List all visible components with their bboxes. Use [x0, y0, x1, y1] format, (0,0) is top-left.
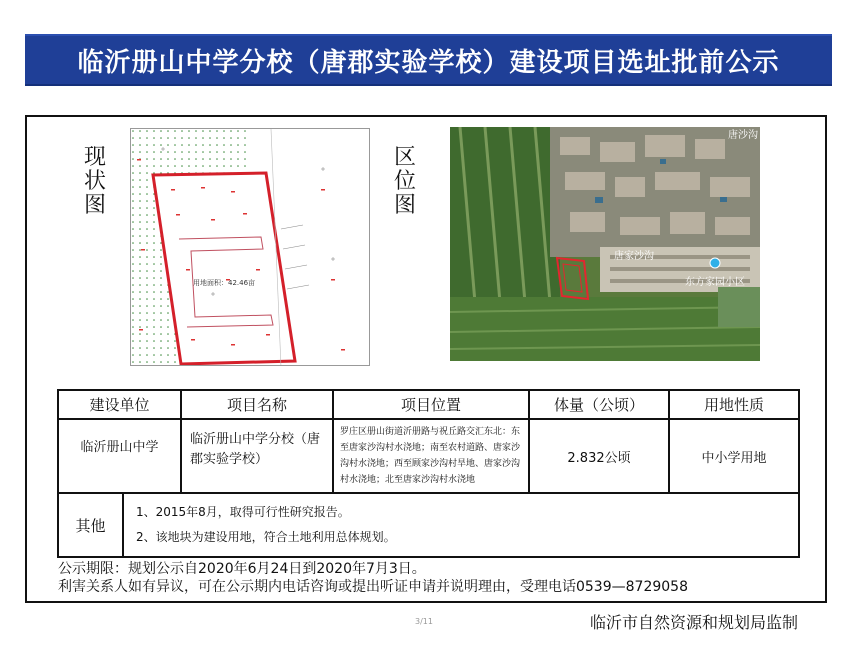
header-volume: 体量（公顷）	[529, 390, 669, 419]
table-header-row	[58, 390, 799, 419]
header-unit: 建设单位	[58, 390, 181, 419]
header-location: 项目位置	[333, 390, 529, 419]
site-area-text: 用地面积：42.46亩	[193, 279, 256, 287]
location-map-label: 区 位 图	[393, 145, 416, 218]
other-line-1: 1、2015年8月，取得可行性研究报告。	[136, 505, 350, 519]
notice-title-banner: 临沂册山中学分校（唐郡实验学校）建设项目选址批前公示	[25, 34, 832, 86]
issuer-label: 临沂市自然资源和规划局监制	[590, 613, 799, 632]
notice-period: 公示期限：规划公示自2020年6月24日到2020年7月3日。	[58, 561, 426, 577]
other-line-2: 2、该地块为建设用地，符合土地利用总体规划。	[136, 530, 396, 544]
location-pin-icon	[710, 258, 720, 268]
notice-contact: 利害关系人如有异议，可在公示期内电话咨询或提出听证申请并说明理由，受理电话0539—8729058	[58, 579, 688, 595]
cell-unit: 临沂册山中学	[58, 419, 181, 493]
place-label-tangjiashagou: 唐家沙沟	[614, 251, 654, 262]
site-plan-map	[130, 128, 370, 366]
cell-land-use: 中小学用地	[669, 419, 799, 493]
table-row	[58, 419, 799, 493]
cell-location: 罗庄区册山街道沂册路与祝丘路交汇东北：东至唐家沙沟村水浇地；南至农村道路、唐家沙沟村水浇地；西至顾家沙沟村旱地、唐家沙沟村水浇地；北至唐家沙沟村水浇地	[333, 419, 529, 493]
current-map-label: 现 状 图	[83, 145, 106, 218]
site-plan-drawing	[131, 129, 370, 366]
header-land-use: 用地性质	[669, 390, 799, 419]
table-other-row	[58, 493, 799, 557]
place-label-residential: 东方家园小区	[685, 277, 745, 288]
cell-other-content	[123, 493, 799, 557]
project-info-table	[57, 389, 800, 558]
satellite-drawing	[450, 127, 760, 361]
cell-other-label: 其他	[58, 493, 123, 557]
header-name: 项目名称	[181, 390, 333, 419]
page-number: 3/11	[415, 617, 433, 626]
location-satellite-map	[450, 127, 760, 361]
cell-volume: 2.832公顷	[529, 419, 669, 493]
cell-name: 临沂册山中学分校（唐郡实验学校）	[181, 419, 333, 493]
place-label-tangshagou: 唐沙沟	[728, 130, 758, 141]
